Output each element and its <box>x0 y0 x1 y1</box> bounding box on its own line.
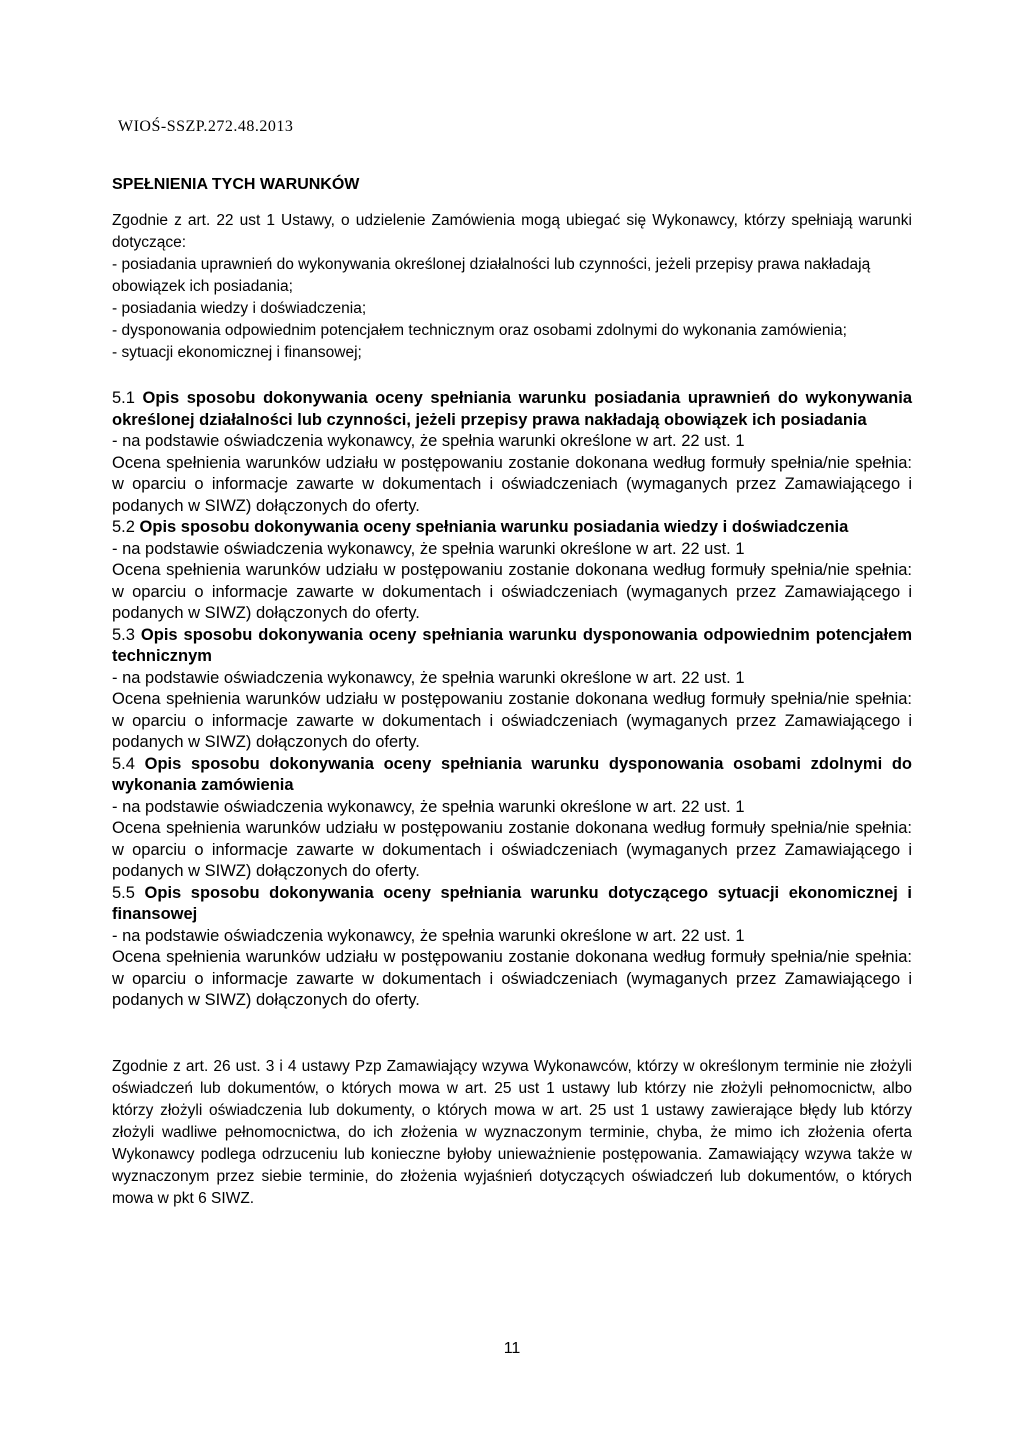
section-title-text: Opis sposobu dokonywania oceny spełniania warunku posiadania uprawnień do wykonywania określonej działalności lub czynności, jeżeli przepisy prawa nakładają obowiązek ich posiadania <box>112 389 912 429</box>
page-number: 11 <box>503 1340 521 1357</box>
section-5-5 <box>112 883 912 1012</box>
section-basis: - na podstawie oświadczenia wykonawcy, że spełnia warunki określone w art. 22 ust. 1 <box>112 539 745 558</box>
intro-list-item <box>112 320 912 342</box>
section-assessment: Ocena spełnienia warunków udziału w postępowaniu zostanie dokonana według formuły spełnia/nie spełnia: w oparciu o informacje zawarte w dokumentach i oświadczeniach (wymaganych przez Zamawiającego i podanych w SIWZ) dołączonych do oferty. <box>112 819 912 880</box>
section-title <box>112 883 912 926</box>
document-page <box>112 118 912 1210</box>
section-number: 5.5 <box>112 883 135 902</box>
intro-list-item-text: - posiadania uprawnień do wykonywania określonej działalności lub czynności, jeżeli przepisy prawa nakładają obowiązek ich posiadania; <box>112 256 871 295</box>
section-title <box>112 625 912 668</box>
section-basis: - na podstawie oświadczenia wykonawcy, że spełnia warunki określone w art. 22 ust. 1 <box>112 432 745 450</box>
document-id: WIOŚ-SSZP.272.48.2013 <box>118 118 294 135</box>
section-number: 5.1 <box>112 389 135 407</box>
section-5-1 <box>112 388 912 517</box>
section-title <box>112 517 912 539</box>
intro-list-item <box>112 298 912 320</box>
intro-list-item-text: - dysponowania odpowiednim potencjałem technicznym oraz osobami zdolnymi do wykonania zamówienia; <box>112 322 847 339</box>
section-title <box>112 754 912 797</box>
section-assessment: Ocena spełnienia warunków udziału w postępowaniu zostanie dokonana według formuły spełnia/nie spełnia: w oparciu o informacje zawarte w dokumentach i oświadczeniach (wymaganych przez Zamawiającego i podanych w SIWZ) dołączonych do oferty. <box>112 690 912 751</box>
section-heading: SPEŁNIENIA TYCH WARUNKÓW <box>112 176 360 193</box>
section-number: 5.3 <box>112 625 135 644</box>
section-assessment: Ocena spełnienia warunków udziału w postępowaniu zostanie dokonana według formuły spełnia/nie spełnia: w oparciu o informacje zawarte w dokumentach i oświadczeniach (wymaganych przez Zamawiającego i podanych w SIWZ) dołączonych do oferty. <box>112 453 912 515</box>
closing-paragraph: Zgodnie z art. 26 ust. 3 i 4 ustawy Pzp Zamawiający wzywa Wykonawców, którzy w określonym terminie nie złożyli oświadczeń lub dokumentów, o których mowa w art. 25 ust 1 ustawy lub którzy nie złożyli pełnomocnictw, albo którzy złożyli oświadczenia lub dokumenty, o których mowa w art. 25 ust 1 ustawy zawierające błędy lub którzy złożyli wadliwe pełnomocnictwa, do ich złożenia w wyznaczonym terminie, chyba, że mimo ich złożenia oferta Wykonawcy podlega odrzuceniu lub konieczne byłoby unieważnienie postępowania. Zamawiający wzywa także w wyznaczonym przez siebie terminie, do złożenia wyjaśnień dotyczących oświadczeń lub dokumentów, o których mowa w pkt 6 SIWZ. <box>112 1057 912 1207</box>
section-title-text: Opis sposobu dokonywania oceny spełniania warunku dotyczącego sytuacji ekonomicznej i finansowej <box>112 883 913 923</box>
intro-list-item <box>112 342 912 364</box>
section-title-text: Opis sposobu dokonywania oceny spełniania warunku posiadania wiedzy i doświadczenia <box>139 518 849 536</box>
section-title-text: Opis sposobu dokonywania oceny spełniania warunku dysponowania osobami zdolnymi do wykonania zamówienia <box>112 754 912 794</box>
section-assessment: Ocena spełnienia warunków udziału w postępowaniu zostanie dokonana według formuły spełnia/nie spełnia: w oparciu o informacje zawarte w dokumentach i oświadczeniach (wymaganych przez Zamawiającego i podanych w SIWZ) dołączonych do oferty. <box>112 561 912 622</box>
section-number: 5.4 <box>112 754 135 773</box>
intro-paragraph <box>112 210 912 364</box>
section-basis: - na podstawie oświadczenia wykonawcy, że spełnia warunki określone w art. 22 ust. 1 <box>112 668 745 687</box>
section-number: 5.2 <box>112 518 135 536</box>
section-assessment: Ocena spełnienia warunków udziału w postępowaniu zostanie dokonana według formuły spełnia/nie spełnia: w oparciu o informacje zawarte w dokumentach i oświadczeniach (wymaganych przez Zamawiającego i podanych w SIWZ) dołączonych do oferty. <box>112 948 912 1009</box>
intro-list <box>112 254 912 364</box>
sections-list <box>112 388 912 1012</box>
section-5-4 <box>112 754 912 883</box>
section-5-2 <box>112 517 912 625</box>
intro-list-item-text: - posiadania wiedzy i doświadczenia; <box>112 300 367 317</box>
intro-list-item-text: - sytuacji ekonomicznej i finansowej; <box>112 344 362 361</box>
intro-list-item <box>112 254 912 298</box>
section-5-3 <box>112 625 912 754</box>
section-title-text: Opis sposobu dokonywania oceny spełniania warunku dysponowania odpowiednim potencjałem technicznym <box>112 625 912 665</box>
section-basis: - na podstawie oświadczenia wykonawcy, że spełnia warunki określone w art. 22 ust. 1 <box>112 926 745 945</box>
section-basis: - na podstawie oświadczenia wykonawcy, że spełnia warunki określone w art. 22 ust. 1 <box>112 797 745 816</box>
section-title <box>112 388 912 431</box>
intro-text: Zgodnie z art. 22 ust 1 Ustawy, o udzielenie Zamówienia mogą ubiegać się Wykonawcy, którzy spełniają warunki dotyczące: <box>112 212 912 251</box>
